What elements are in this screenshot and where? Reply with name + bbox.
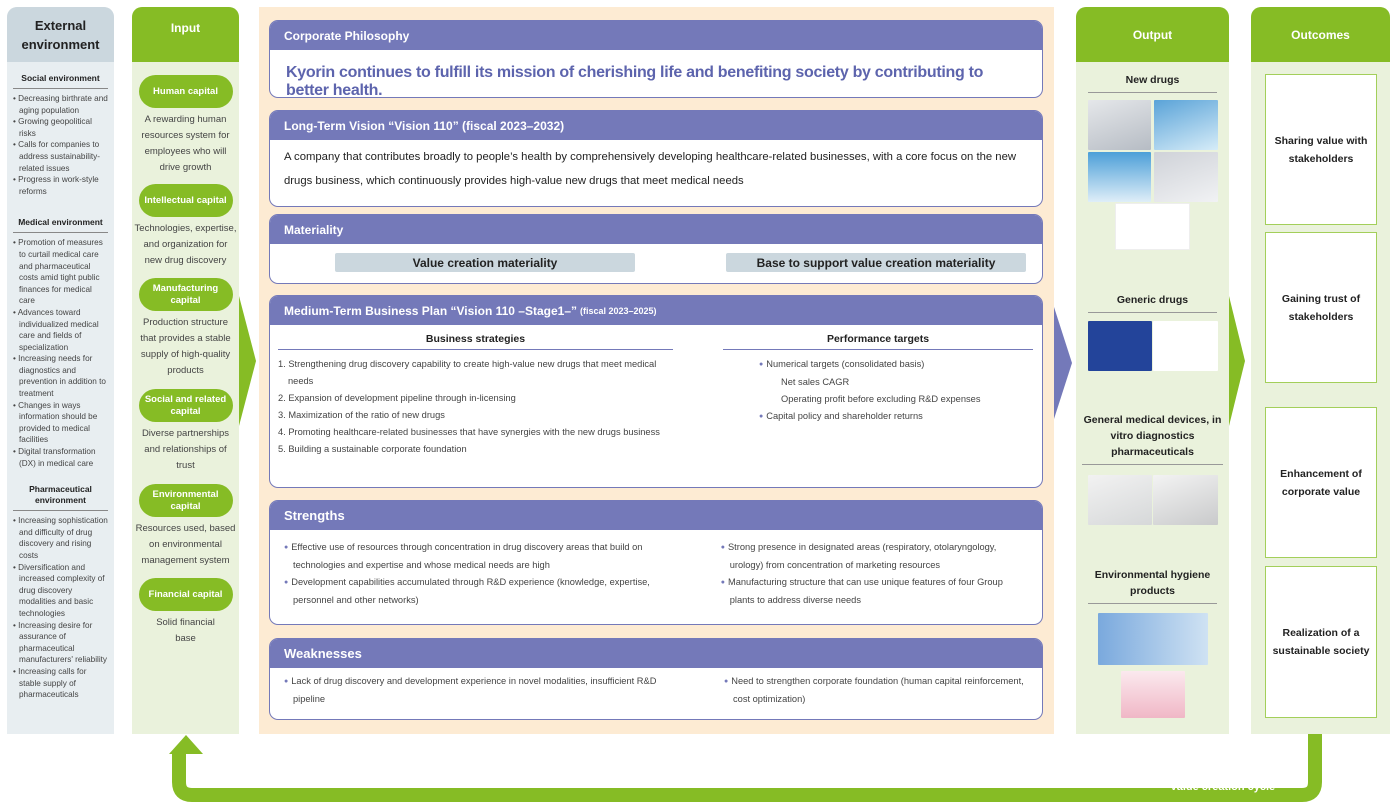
list-item: ● Capital policy and shareholder returns <box>759 408 1033 426</box>
card-header: Materiality <box>270 215 1042 244</box>
list-item: 3. Maximization of the ratio of new drugs <box>278 410 445 420</box>
list-item: • Growing geopolitical risks <box>13 116 108 139</box>
list-item: ● Lack of drug discovery and development experience in novel modalities, insufficient R&D pipeline <box>284 673 684 708</box>
social-environment-section: Social environment • Decreasing birthrate and aging population • Growing geopolitical risks • Calls for companies to address sustainability-related issues • Progress in work-style reforms <box>7 62 114 197</box>
list-item: ● Numerical targets (consolidated basis) <box>759 356 1033 374</box>
outcome-box: Realization of a sustainable society <box>1265 566 1377 718</box>
list-item: 1. Strengthening drug discovery capability to create high-value new drugs that meet medical needs <box>278 359 657 386</box>
outcomes-header: Outcomes <box>1251 7 1390 62</box>
base-materiality-chip[interactable]: Base to support value creation materiality <box>726 253 1026 272</box>
list-item: • Increasing calls for stable supply of pharmaceuticals <box>13 666 108 701</box>
external-environment-header: External environment <box>7 7 114 62</box>
outcome-box: Sharing value with stakeholders <box>1265 74 1377 225</box>
list-item: • Decreasing birthrate and aging population <box>13 93 108 116</box>
list-item: • Increasing needs for diagnostics and prevention in addition to treatment <box>13 353 108 399</box>
list-item: ● Need to strengthen corporate foundation (human capital reinforcement, cost optimization) <box>724 673 1024 708</box>
list-item: • Digital transformation (DX) in medical care <box>13 446 108 469</box>
new-drugs-section: New drugs <box>1076 72 1229 93</box>
value-creation-materiality-chip[interactable]: Value creation materiality <box>335 253 635 272</box>
list-item: ● Strong presence in designated areas (respiratory, otolaryngology, urology) from concentration of marketing resources <box>721 539 1028 574</box>
input-social-capital: Social and related capital Diverse partnerships and relationships of trust <box>132 389 239 474</box>
medical-devices-section: General medical devices, in vitro diagnostics pharmaceuticals <box>1076 412 1229 465</box>
input-human-capital: Human capital A rewarding human resources system for employees who will drive growth <box>132 75 239 176</box>
list-item: • Diversification and increased complexity of drug discovery modalities and basic technologies <box>13 562 108 620</box>
capital-pill: Manufacturing capital <box>139 278 233 311</box>
list-item: • Increasing desire for assurance of pharmaceutical manufacturers' reliability <box>13 620 108 666</box>
capital-pill: Social and related capital <box>139 389 233 422</box>
capital-pill: Environmental capital <box>139 484 233 517</box>
card-header: Weaknesses <box>270 639 1042 668</box>
input-financial-capital: Financial capital Solid financial base <box>132 578 239 647</box>
list-item: • Changes in ways information should be provided to medical facilities <box>13 400 108 446</box>
list-item: Net sales CAGR <box>781 377 850 387</box>
card-header: Medium-Term Business Plan “Vision 110 –Stage1–” (fiscal 2023–2025) <box>270 296 1042 325</box>
list-item: 2. Expansion of development pipeline through in-licensing <box>278 393 516 403</box>
list-item: ● Effective use of resources through concentration in drug discovery areas that build on technologies and expertise and whose medical needs are high <box>284 539 651 574</box>
list-item: ● Development capabilities accumulated through R&D experience (knowledge, expertise, personnel and other networks) <box>284 574 651 609</box>
medical-environment-section: Medical environment • Promotion of measures to curtail medical care and pharmaceutical costs amid tight public finances for medical care • Advances toward individualized medical care and fields of specialization • Increasing needs for diagnostics and prevention in addition to treatment • Changes in ways information should be provided to medical facilities • Digital transformation (DX) in medical care <box>7 197 114 469</box>
hygiene-products-section: Environmental hygiene products <box>1076 567 1229 604</box>
list-item: • Advances toward individualized medical care and fields of specialization <box>13 307 108 353</box>
value-creation-cycle-label: Value creation cycle <box>1170 781 1276 793</box>
business-strategies: Business strategies 1. Strengthening drug discovery capability to create high-value new drugs that meet medical needs 2. Expansion of development pipeline through in-licensing 3. Maximization of the ratio of new drugs 4. Promoting healthcare-related businesses that have synergies with the new drugs business 5. Building a sustainable corporate foundation <box>278 333 673 458</box>
performance-targets: Performance targets ● Numerical targets (consolidated basis) Net sales CAGR Operating profit before excluding R&D expenses ● Capital policy and shareholder returns <box>723 333 1033 458</box>
outcome-box: Gaining trust of stakeholders <box>1265 232 1377 383</box>
capital-pill: Financial capital <box>139 578 233 611</box>
pharmaceutical-environment-section: Pharmaceutical environment • Increasing sophistication and difficulty of drug discovery and rising costs • Diversification and increased complexity of drug discovery modalities and basic technologies • Increasing desire for assurance of pharmaceutical manufacturers' reliability • Increasing calls for stable supply of pharmaceuticals <box>7 469 114 701</box>
list-item: Operating profit before excluding R&D expenses <box>781 394 981 404</box>
list-item: • Calls for companies to address sustainability-related issues <box>13 139 108 174</box>
list-item: 5. Building a sustainable corporate foundation <box>278 444 467 454</box>
capital-pill: Intellectual capital <box>139 184 233 217</box>
card-header: Long-Term Vision “Vision 110” (fiscal 2023–2032) <box>270 111 1042 140</box>
philosophy-text: Kyorin continues to fulfill its mission of cherishing life and benefiting society by contributing to better health. <box>286 64 984 98</box>
list-item: ● Manufacturing structure that can use unique features of four Group plants to address diverse needs <box>721 574 1028 609</box>
input-environmental-capital: Environmental capital Resources used, based on environmental management system <box>132 484 239 569</box>
card-header: Corporate Philosophy <box>270 21 1042 50</box>
list-item: • Progress in work-style reforms <box>13 174 108 197</box>
input-intellectual-capital: Intellectual capital Technologies, expertise, and organization for new drug discovery <box>132 184 239 269</box>
generic-drugs-section: Generic drugs <box>1076 292 1229 313</box>
capital-pill: Human capital <box>139 75 233 108</box>
output-header: Output <box>1076 7 1229 62</box>
list-item: • Promotion of measures to curtail medical care and pharmaceutical costs amid tight public finances for medical care <box>13 237 108 307</box>
outcome-box: Enhancement of corporate value <box>1265 407 1377 558</box>
list-item: 4. Promoting healthcare-related businesses that have synergies with the new drugs business <box>278 427 660 437</box>
input-header: Input <box>132 7 239 62</box>
vision-text: A company that contributes broadly to people’s health by comprehensively developing healthcare-related businesses, with a core focus on the new drugs business, which continuously provides high-value new drugs that meet medical needs <box>284 151 1017 187</box>
input-manufacturing-capital: Manufacturing capital Production structure that provides a stable supply of high-quality products <box>132 278 239 379</box>
card-header: Strengths <box>270 501 1042 530</box>
list-item: • Increasing sophistication and difficulty of drug discovery and rising costs <box>13 515 108 561</box>
